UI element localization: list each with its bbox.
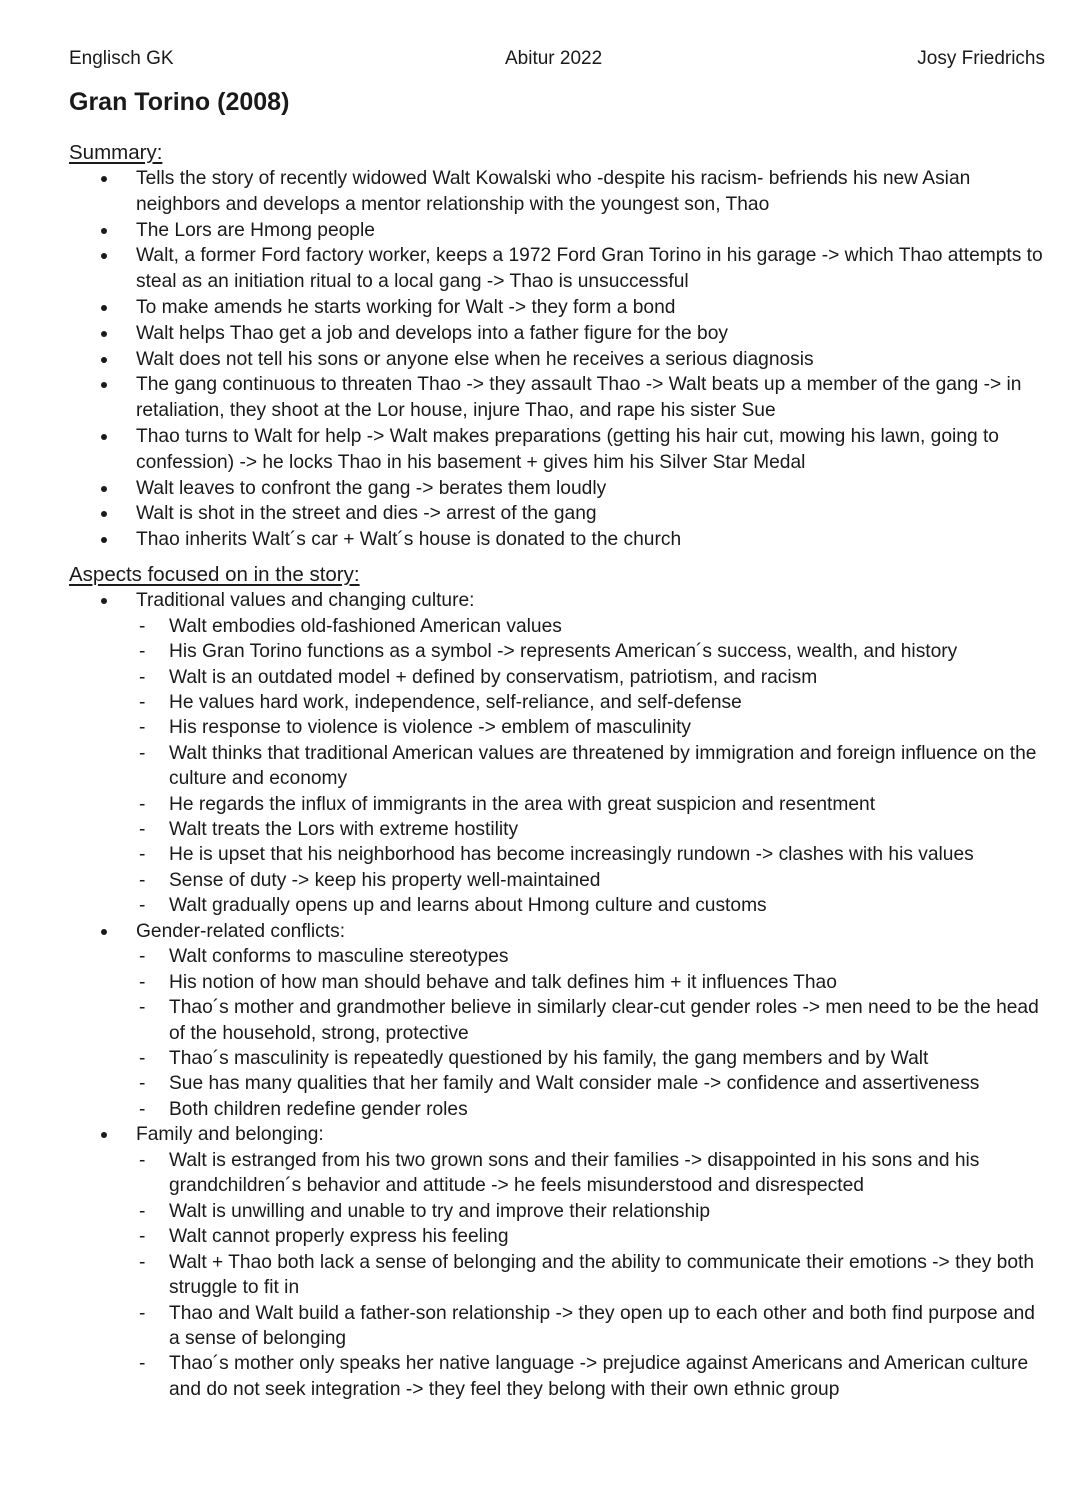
summary-item: Thao inherits Walt´s car + Walt´s house is donated to the church	[69, 527, 1049, 553]
aspect-point: - Thao and Walt build a father-son relationship -> they open up to each other and both find purpose and a sense of belonging	[69, 1301, 1049, 1352]
header-author: Josy Friedrichs	[917, 48, 1045, 69]
aspect-points	[136, 944, 1049, 1122]
aspect-point: - His notion of how man should behave and talk defines him + it influences Thao	[69, 970, 1049, 995]
aspect-point: - Sense of duty -> keep his property well-maintained	[69, 868, 1049, 893]
aspect-point: - Walt gradually opens up and learns about Hmong culture and customs	[69, 893, 1049, 918]
aspect-point: - Walt is an outdated model + defined by conservatism, patriotism, and racism	[69, 665, 1049, 690]
aspect-point: - Walt is estranged from his two grown sons and their families -> disappointed in his sons and his grandchildren´s behavior and attitude -> he feels misunderstood and disrespected	[69, 1148, 1049, 1199]
aspect-point: - Thao´s mother and grandmother believe in similarly clear-cut gender roles -> men need to be the head of the household, strong, protective	[69, 995, 1049, 1046]
aspect-point: - Walt thinks that traditional American values are threatened by immigration and foreign influence on the culture and economy	[69, 741, 1049, 792]
aspect-group-family-belonging	[69, 1122, 1049, 1402]
aspect-point: - Walt cannot properly express his feeling	[69, 1224, 1049, 1249]
summary-item: Walt, a former Ford factory worker, keeps a 1972 Ford Gran Torino in his garage -> which Thao attempts to steal as an initiation ritual to a local gang -> Thao is unsuccessful	[69, 243, 1049, 295]
aspect-label: Family and belonging:	[136, 1124, 324, 1146]
summary-item: Tells the story of recently widowed Walt Kowalski who -despite his racism- befriends his new Asian neighbors and develops a mentor relationship with the youngest son, Thao	[69, 166, 1049, 218]
document-title: Gran Torino (2008)	[69, 88, 290, 116]
aspects-heading: Aspects focused on in the story:	[69, 562, 360, 586]
aspects-list	[69, 588, 1049, 1402]
aspect-point: - His Gran Torino functions as a symbol -> represents American´s success, wealth, and history	[69, 639, 1049, 664]
summary-item: To make amends he starts working for Walt -> they form a bond	[69, 295, 1049, 321]
header-course: Englisch GK	[69, 48, 174, 69]
summary-list	[69, 166, 1049, 553]
aspect-point: - Thao´s mother only speaks her native language -> prejudice against Americans and American culture and do not seek integration -> they feel they belong with their own ethnic group	[69, 1351, 1049, 1402]
header-exam: Abitur 2022	[505, 48, 603, 69]
aspect-point: - Walt embodies old-fashioned American values	[69, 614, 1049, 639]
aspect-point: - Walt conforms to masculine stereotypes	[69, 944, 1049, 969]
aspect-group-gender-conflicts	[69, 919, 1049, 1123]
aspect-points	[136, 1148, 1049, 1402]
aspect-point: - Walt + Thao both lack a sense of belonging and the ability to communicate their emotions -> they both struggle to fit in	[69, 1250, 1049, 1301]
summary-item: The Lors are Hmong people	[69, 218, 1049, 244]
document-page	[69, 44, 1049, 1402]
summary-item: Walt leaves to confront the gang -> berates them loudly	[69, 476, 1049, 502]
aspect-point: - He regards the influx of immigrants in the area with great suspicion and resentment	[69, 792, 1049, 817]
summary-heading: Summary:	[69, 141, 163, 164]
aspect-point: - Sue has many qualities that her family and Walt consider male -> confidence and assertiveness	[69, 1071, 1049, 1096]
summary-item: Thao turns to Walt for help -> Walt makes preparations (getting his hair cut, mowing his lawn, going to confession) -> he locks Thao in his basement + gives him his Silver Star Medal	[69, 424, 1049, 476]
summary-item: Walt is shot in the street and dies -> arrest of the gang	[69, 501, 1049, 527]
aspect-point: - He is upset that his neighborhood has become increasingly rundown -> clashes with his values	[69, 842, 1049, 867]
aspect-group-traditional-values	[69, 588, 1049, 919]
aspect-point: - His response to violence is violence -> emblem of masculinity	[69, 715, 1049, 740]
aspect-point: - He values hard work, independence, self-reliance, and self-defense	[69, 690, 1049, 715]
aspect-point: - Walt is unwilling and unable to try and improve their relationship	[69, 1199, 1049, 1224]
page-header	[69, 44, 1045, 74]
aspect-point: - Both children redefine gender roles	[69, 1097, 1049, 1122]
aspect-point: - Thao´s masculinity is repeatedly questioned by his family, the gang members and by Walt	[69, 1046, 1049, 1071]
aspect-label: Gender-related conflicts:	[136, 920, 346, 942]
aspect-points	[136, 614, 1049, 919]
summary-item: Walt helps Thao get a job and develops into a father figure for the boy	[69, 321, 1049, 347]
summary-item: The gang continuous to threaten Thao -> they assault Thao -> Walt beats up a member of the gang -> in retaliation, they shoot at the Lor house, injure Thao, and rape his sister Sue	[69, 372, 1049, 424]
aspect-label: Traditional values and changing culture:	[136, 589, 475, 611]
aspect-point: - Walt treats the Lors with extreme hostility	[69, 817, 1049, 842]
summary-item: Walt does not tell his sons or anyone else when he receives a serious diagnosis	[69, 347, 1049, 373]
